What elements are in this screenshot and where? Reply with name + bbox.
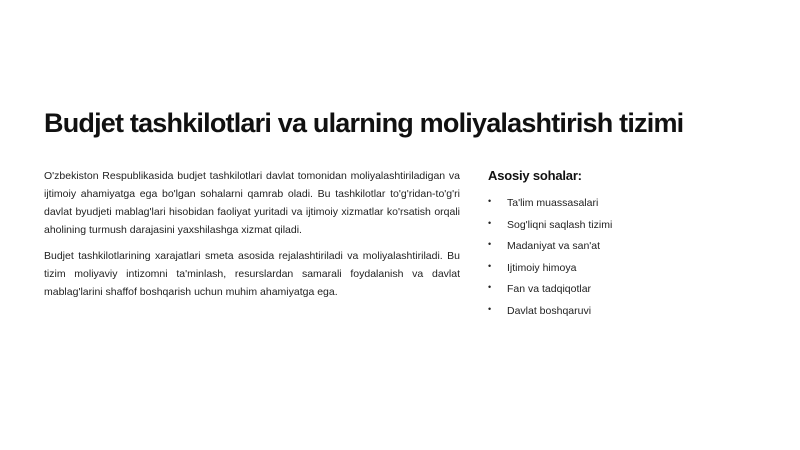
list-item-label: Ijtimoiy himoya — [507, 261, 577, 274]
main-areas-heading: Asosiy sohalar: — [488, 168, 582, 183]
list-item-label: Sog'liqni saqlash tizimi — [507, 218, 613, 231]
bullet-icon: • — [488, 196, 492, 206]
list-item-label: Ta'lim muassasalari — [507, 197, 599, 209]
list-item-label: Davlat boshqaruvi — [507, 304, 592, 317]
main-areas-panel — [488, 168, 748, 324]
bullet-icon: • — [488, 303, 492, 314]
list-item — [488, 260, 748, 282]
bullet-icon: • — [488, 239, 492, 249]
paragraph-2: Budjet tashkilotlarining xarajatlari smeta asosida rejalashtiriladi va moliyalashtiriladi. Bu tizim moliyaviy intizomni ta'minlash, resurslardan samarali foydalanish va davlat mablag'larini shaffof boshqarish uchun muhim ahamiyatga ega. — [44, 250, 460, 298]
list-item-label: Madaniyat va san'at — [507, 240, 601, 252]
list-item — [488, 303, 748, 325]
list-item-label: Fan va tadqiqotlar — [507, 283, 592, 295]
paragraph-1: O'zbekiston Respublikasida budjet tashkilotlari davlat tomonidan moliyalashtiriladigan va ijtimoiy ahamiyatga ega bo'lgan sohalarni qamrab oladi. Bu tashkilotlar to'g'ridan-to'g'ri davlat byudjeti mablag'lari hisobidan faoliyat yuritadi va ijtimoiy xizmatlar ko'rsatish orqali aholining turmush darajasini yaxshilashga xizmat qiladi. — [44, 170, 460, 236]
bullet-icon: • — [488, 260, 492, 271]
list-item — [488, 281, 748, 303]
list-item — [488, 238, 748, 260]
bullet-icon: • — [488, 217, 492, 228]
list-item — [488, 195, 748, 217]
main-areas-list — [488, 195, 748, 324]
body-text — [44, 167, 460, 309]
slide-title: Budjet tashkilotlari va ularning moliyalashtirish tizimi — [44, 108, 684, 138]
list-item — [488, 217, 748, 239]
bullet-icon: • — [488, 282, 492, 292]
